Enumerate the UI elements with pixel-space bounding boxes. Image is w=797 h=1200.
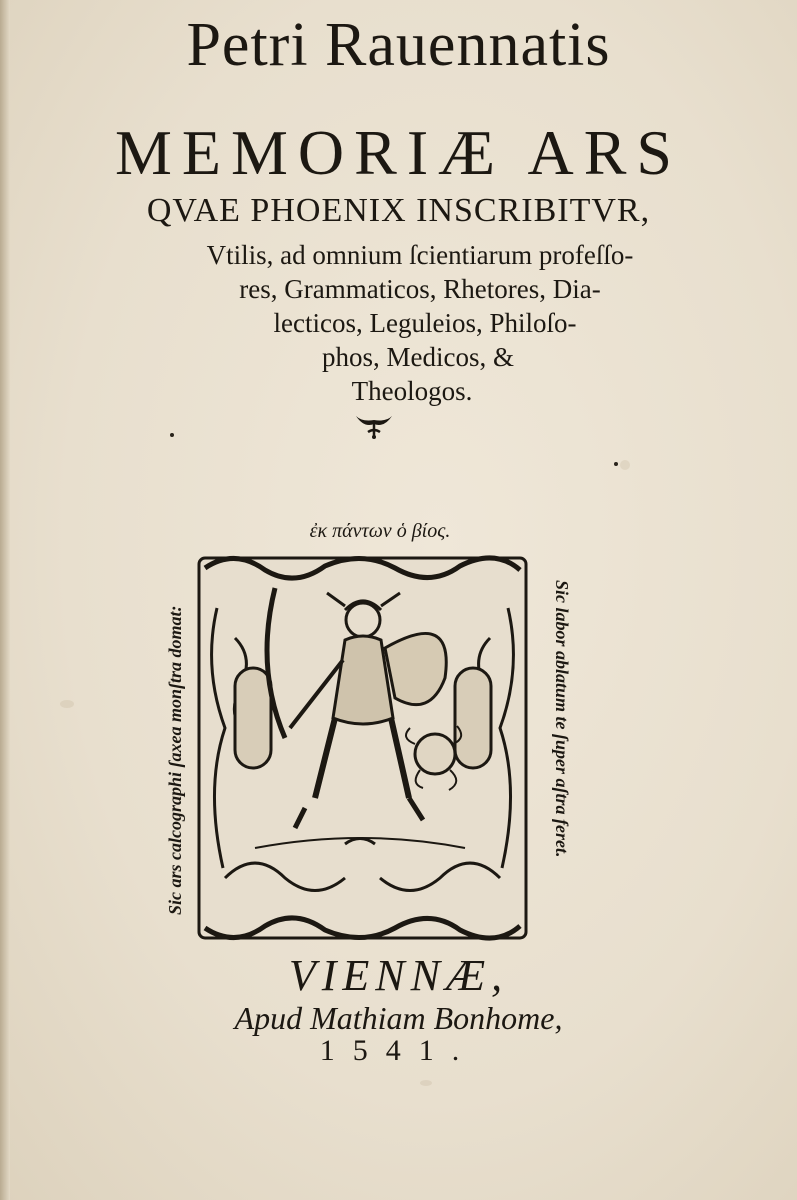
foxing-spot xyxy=(620,460,630,470)
imprint-city: VIENNÆ, xyxy=(288,951,509,1000)
right-caption: Sic labor ablatum te ſuper aſtra feret. xyxy=(552,580,572,858)
body-line-4: phos, Medicos, & xyxy=(322,342,514,372)
imprint-year: 1541. xyxy=(319,1034,478,1067)
ink-dot xyxy=(170,433,174,437)
main-title: MEMORIÆ ARS xyxy=(115,117,682,188)
body-line-1: Vtilis, ad omnium ſcientiarum profeſſo- xyxy=(206,240,634,270)
mercury-woodcut-image xyxy=(195,548,530,943)
body-line-5: Theologos. xyxy=(351,376,473,406)
foxing-spot xyxy=(420,1080,432,1086)
author-title: Petri Rauennatis xyxy=(186,11,611,79)
greek-motto: ἐκ πάντων ὁ βίος. xyxy=(309,520,451,542)
body-line-2: res, Grammaticos, Rhetores, Dia- xyxy=(239,274,601,304)
subtitle: QVAE PHOENIX INSCRIBITVR, xyxy=(146,192,651,229)
foxing-spot xyxy=(60,700,74,708)
body-line-3: lecticos, Leguleios, Philoſo- xyxy=(273,308,577,338)
left-caption: Sic ars calcographi ſaxea monſtra domat: xyxy=(165,605,185,915)
fleuron-icon xyxy=(352,410,396,440)
imprint-printer: Apud Mathiam Bonhome, xyxy=(234,1000,563,1036)
ink-dot xyxy=(614,462,618,466)
